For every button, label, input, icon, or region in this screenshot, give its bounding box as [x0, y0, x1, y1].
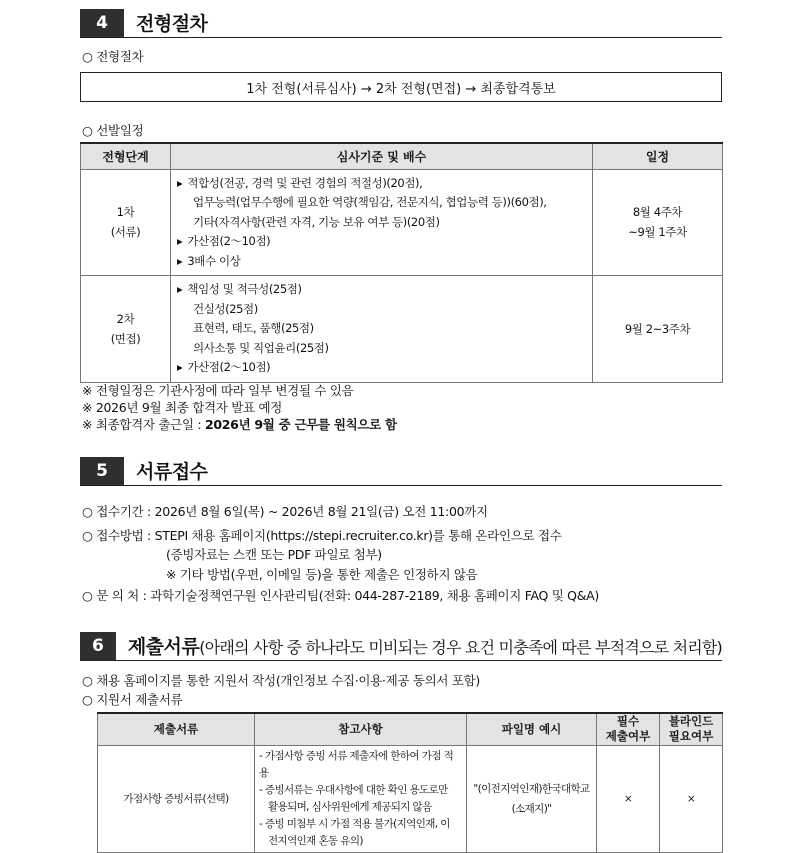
header-stage: 전형단계: [81, 143, 171, 169]
criteria-item: ▸ 책임성 및 적극성(25점): [177, 280, 586, 300]
note-line: - 증빙 미첨부 시 가점 적용 불가(지역인재, 이: [259, 817, 450, 830]
criteria-item: ▸ 적합성(전공, 경력 및 관련 경험의 적절성)(20점),: [177, 174, 586, 194]
stage-name: 1차: [116, 205, 135, 220]
filename-line: (소재지)": [511, 802, 552, 815]
section-5-header: [80, 456, 722, 486]
header-blind: 블라인드 필요여부: [660, 713, 723, 745]
header-document: 제출서류: [98, 713, 255, 745]
section-number-badge: 5: [80, 457, 124, 485]
application-period: ○ 접수기간 : 2026년 8월 6일(목) ~ 2026년 8월 21일(금) 오전 11:00까지: [82, 504, 488, 519]
section-number-badge: 6: [80, 632, 116, 660]
bullet-documents: ○ 지원서 제출서류: [82, 692, 183, 707]
note-bold: 2026년 9월 중 근무를 원칙으로 함: [204, 417, 397, 432]
criteria-cell: [171, 169, 593, 276]
criteria-item: ▸ 가산점(2～10점): [177, 232, 586, 252]
section-number-badge: 4: [80, 9, 124, 37]
note-line: - 증빙서류는 우대사항에 대한 확인 용도로만: [259, 783, 448, 796]
blind-cell: ×: [660, 745, 723, 852]
table-header-row: [98, 713, 723, 745]
header-criteria: 심사기준 및 배수: [171, 143, 593, 169]
filename-line: "(이전지역인재)한국대학교: [473, 782, 590, 795]
note-line: 활용되며, 심사위원에게 제공되지 않음: [268, 800, 432, 813]
submission-documents-table: [97, 712, 723, 853]
note-line: [82, 416, 397, 433]
schedule-cell: [593, 169, 723, 276]
note-prefix: ※ 최종합격자 출근일 :: [82, 417, 205, 432]
schedule-notes: [82, 382, 397, 433]
table-header-row: [81, 143, 723, 169]
notes-cell: [255, 745, 467, 852]
required-cell: ×: [597, 745, 660, 852]
schedule-line: 9월 2~3주차: [624, 321, 691, 336]
note-line: 전지역인재 혼동 유의): [268, 834, 363, 847]
schedule-line: ~9월 1주차: [628, 225, 687, 240]
table-row: [81, 276, 723, 383]
process-flow-box: [80, 72, 722, 102]
criteria-item: 건실성(25점): [193, 301, 258, 316]
header-required: 필수 제출여부: [597, 713, 660, 745]
header-filename: 파일명 예시: [467, 713, 597, 745]
bullet-process: ○ 전형절차: [82, 49, 144, 64]
contact-info: ○ 문 의 처 : 과학기술정책연구원 인사관리팀(전화: 044-287-2189, 채용 홈페이지 FAQ 및 Q&A): [82, 588, 599, 603]
process-flow-text: 1차 전형(서류심사) → 2차 전형(면접) → 최종합격통보: [246, 81, 556, 97]
bullet-online-form: ○ 채용 홈페이지를 통한 지원서 작성(개인정보 수집·이용·제공 동의서 포함): [82, 673, 480, 688]
note-line: ※ 2026년 9월 최종 합격자 발표 예정: [82, 400, 283, 415]
criteria-item: 표현력, 태도, 품행(25점): [193, 321, 314, 335]
stage-name: 2차: [116, 311, 135, 326]
section-4-header: [80, 8, 722, 38]
note-line: - 가점사항 증빙 서류 제출자에 한하여 가점 적용: [259, 749, 454, 779]
application-method: ○ 접수방법 : STEPI 채용 홈페이지(https://stepi.recruiter.co.kr)를 통해 온라인으로 접수: [82, 528, 562, 543]
section-title-text: 제출서류: [127, 636, 200, 658]
stage-cell: [81, 276, 171, 383]
selection-schedule-table: [80, 142, 723, 383]
section-title: 서류접수: [136, 461, 208, 483]
criteria-item: 기타(자격사항(관련 자격, 기능 보유 여부 등)(20점): [193, 214, 440, 229]
stage-cell: [81, 169, 171, 276]
stage-type: (면접): [110, 331, 141, 346]
header-schedule: 일정: [593, 143, 723, 169]
document-name-cell: 가점사항 증빙서류(선택): [98, 745, 255, 852]
stage-type: (서류): [110, 225, 141, 240]
header-notes: 참고사항: [255, 713, 467, 745]
schedule-line: 8월 4주차: [632, 205, 683, 220]
application-method-note: ※ 기타 방법(우편, 이메일 등)을 통한 제출은 인정하지 않음: [166, 567, 478, 582]
section-6-header: [80, 631, 722, 661]
criteria-item: ▸ 3배수 이상: [177, 252, 586, 272]
filename-cell: [467, 745, 597, 852]
criteria-item: 의사소통 및 직업윤리(25점): [193, 340, 329, 355]
section-title-note: (아래의 사항 중 하나라도 미비되는 경우 요건 미충족에 따른 부적격으로 처리함): [199, 638, 722, 657]
table-row: [81, 169, 723, 276]
criteria-item: 업무능력(업무수행에 필요한 역량(책임감, 전문지식, 협업능력 등))(60점),: [193, 195, 547, 209]
criteria-item: ▸ 가산점(2～10점): [177, 358, 586, 378]
criteria-cell: [171, 276, 593, 383]
section-title: 전형절차: [136, 13, 208, 35]
bullet-schedule: ○ 선발일정: [82, 123, 144, 138]
table-row: [98, 745, 723, 852]
section-title: [128, 632, 722, 659]
note-line: ※ 전형일정은 기관사정에 따라 일부 변경될 수 있음: [82, 383, 354, 398]
schedule-cell: [593, 276, 723, 383]
application-method-sub: (증빙자료는 스캔 또는 PDF 파일로 첨부): [166, 547, 382, 562]
